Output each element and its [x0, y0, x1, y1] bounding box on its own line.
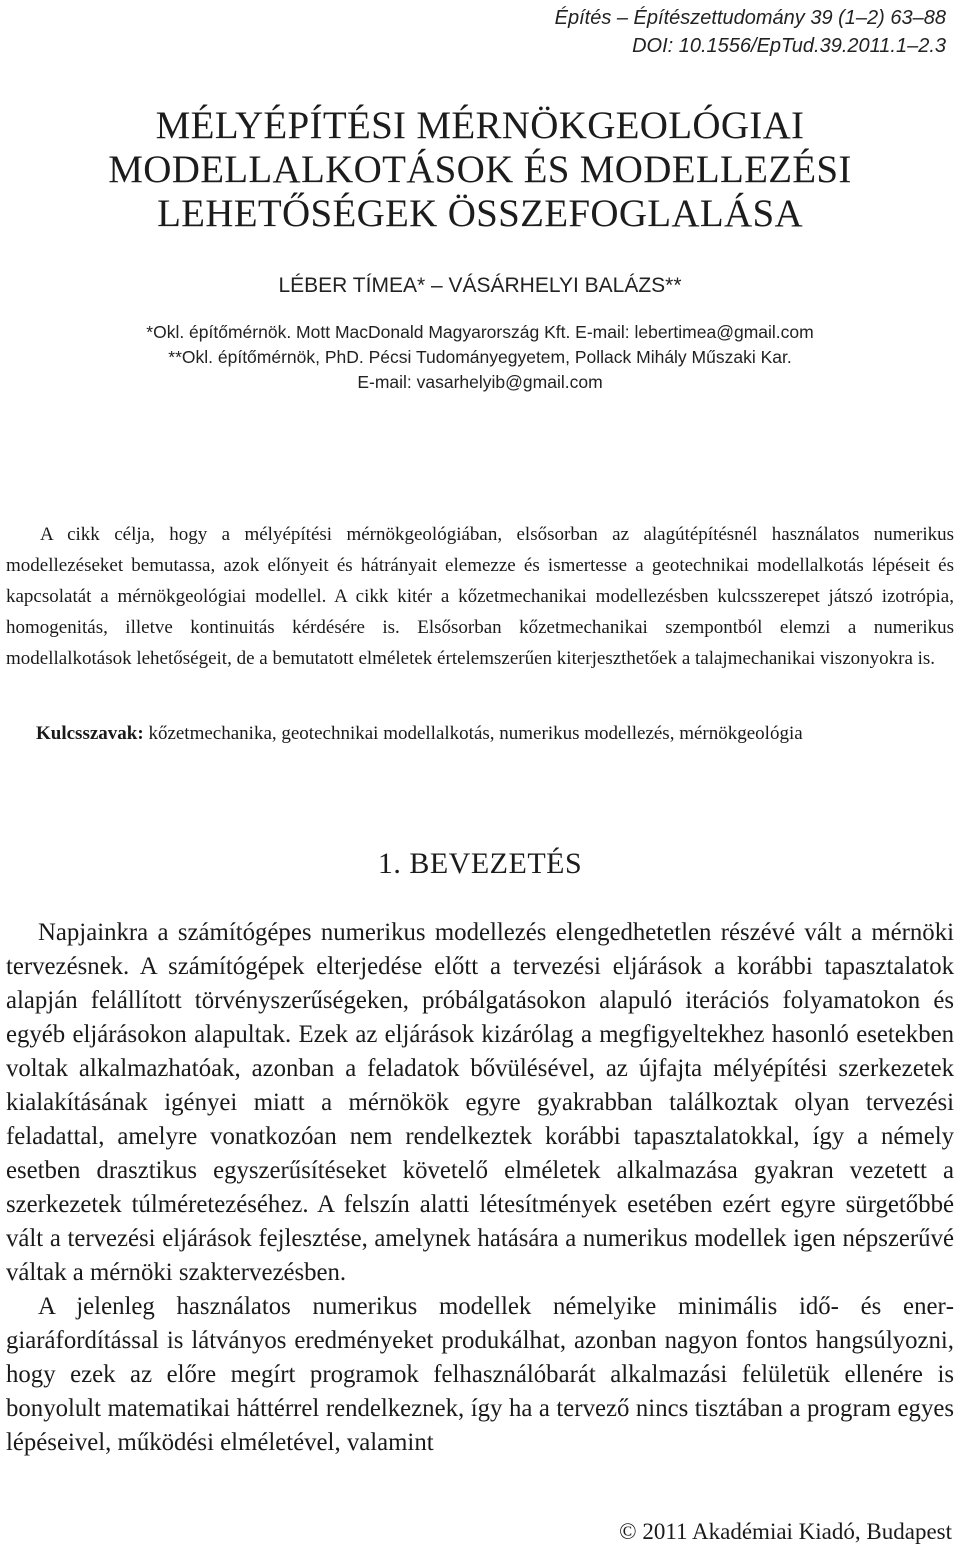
authors: LÉBER TÍMEA* – VÁSÁRHELYI BALÁZS** [278, 274, 682, 297]
affiliation-3: E-mail: vasarhelyib@gmail.com [357, 372, 603, 392]
title-line-1: MÉLYÉPÍTÉSI MÉRNÖKGEOLÓGIAI [155, 104, 805, 147]
doi: DOI: 10.1556/EpTud.39.2011.1–2.3 [632, 35, 946, 57]
abstract: A cikk célja, hogy a mélyépítési mérnökgeológiában, elsősorban az alagútépítésnél használatos numerikus modellezéseket bemutassa, azok előnyeit és hátrányait elemezze és ismertesse a geotechnikai modellalkotás lépéseit és kapcsolatát a mérnökgeológiai modellel. A cikk kitér a kőzetmechanikai modellezésben kulcsszerepet játszó izotrópia, homogenitás, illetve kontinuitás kérdésére is. Elsősorban kőzetmechanikai szempontból elemzi a numerikus modellalkotások lehetőségeit, de a bemutatott elméletek értelemszerűen kiterjeszthetőek a talajmechanikai viszonyokra is. [6, 524, 954, 669]
keywords-label: Kulcsszavak: [36, 723, 144, 744]
section-heading: 1. BEVEZETÉS [377, 847, 583, 880]
copyright-footer: © 2011 Akadémiai Kiadó, Budapest [619, 1519, 952, 1544]
body-paragraph-2: A jelenleg használatos numerikus modellek némelyike minimális idő- és energiaráfordítással is látványos eredményeket produkálhat, azonban nagyon fontos hangsúlyozni, hogy ezek az előre megírt programok felhasználóbarát alkalmazási felületük ellenére is bonyolult matematikai háttérrel rendelkeznek, így ha a tervező nincs tisztában a program egyes lépéseivel, működési elméletével, valamint [6, 1293, 954, 1456]
affiliations [0, 320, 960, 395]
journal-header [555, 4, 946, 60]
body-paragraph-1: Napjainkra a számítógépes numerikus modellezés elengedhetetlen részévé vált a mérnöki tervezésnek. A számítógépek elterjedése előtt a tervezési eljárások a korábbi tapasztalatok alapján felállított törvényszerűségeken, próbálgatásokon alapuló iterációs folyamatokon és egyéb eljárásokon alapultak. Ezek az eljárások kizárólag a megfigyeltekhez hasonló esetekben voltak alkalmazhatóak, azonban a feladatok bővülésével, az újfajta mélyépítési szerkezetek kialakításának igényei miatt a mérnökök egyre gyakrabban találkoztak olyan tervezési feladattal, amelyre vonatkozóan nem rendelkeztek korábbi tapasztalatokkal, így a némely esetben drasztikus egyszerűsítéseket követelő elméletek alkalmazása gyakran vezetett a szerkezetek túlméretezéséhez. A felszín alatti létesítmények esetében ezért egyre sürgetőbbé vált a tervezési eljárások fejlesztése, amelynek hatására a numerikus modellek igen népszerűvé váltak a mérnöki szaktervezésben. [6, 919, 954, 1286]
article-title [0, 104, 960, 236]
affiliation-1: *Okl. építőmérnök. Mott MacDonald Magyarország Kft. E-mail: lebertimea@gmail.com [146, 322, 814, 342]
affiliation-2: **Okl. építőmérnök, PhD. Pécsi Tudományegyetem, Pollack Mihály Műszaki Kar. [168, 347, 792, 367]
journal-citation: Építés – Építészettudomány 39 (1–2) 63–88 [554, 7, 946, 29]
keywords [6, 718, 954, 749]
title-line-2: MODELLALKOTÁSOK ÉS MODELLEZÉSI [108, 148, 852, 191]
keywords-text: kőzetmechanika, geotechnikai modellalkotás, numerikus modellezés, mérnökgeológia [143, 723, 803, 744]
title-line-3: LEHETŐSÉGEK ÖSSZEFOGLALÁSA [157, 192, 803, 235]
body-text [6, 916, 954, 1460]
